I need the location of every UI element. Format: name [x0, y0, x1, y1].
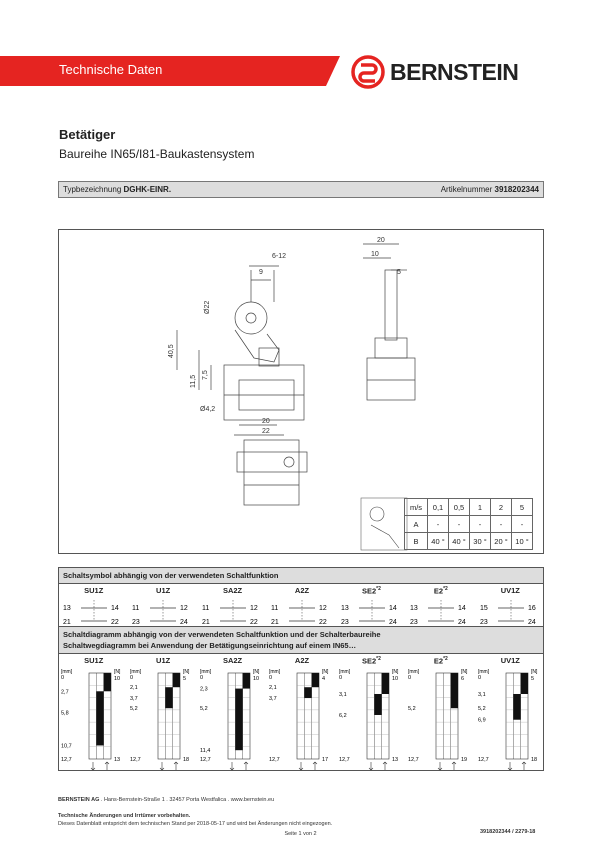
- travel-tick: 2,1: [130, 685, 139, 692]
- force-top: 5: [530, 676, 534, 682]
- travel-tick: 12,7: [130, 757, 142, 763]
- header-banner: [0, 56, 340, 86]
- terminal-label: 21: [201, 619, 210, 626]
- force-top: 10: [252, 676, 259, 682]
- travel-tick: 3,7: [269, 696, 277, 703]
- table-cell: 40 °: [428, 533, 449, 550]
- unit-n: [N]: [461, 669, 468, 675]
- switching-diagram: [406, 667, 475, 771]
- travel-tick: 5,2: [408, 706, 416, 713]
- switching-diagram: [198, 667, 267, 771]
- switch-name: SE2$^{*2}$: [361, 586, 381, 596]
- terminal-label: 15: [479, 605, 488, 612]
- terminal-label: 11: [132, 605, 140, 612]
- page-number: Seite 1 von 2: [284, 831, 317, 837]
- table-cell: -: [470, 516, 491, 533]
- terminal-label: 22: [319, 619, 328, 626]
- symbols-row: [59, 584, 543, 627]
- terminal-label: 13: [63, 605, 71, 612]
- table-cell: B: [405, 533, 428, 550]
- dim-label: 20: [377, 237, 385, 244]
- travel-tick: 11,4: [199, 748, 211, 755]
- dim-label: 10: [371, 251, 379, 258]
- unit-mm: [mm]: [477, 669, 489, 675]
- travel-tick: 10,7: [61, 743, 72, 750]
- travel-tick: 3,1: [477, 691, 486, 698]
- diagram-name: SU1Z: [84, 656, 104, 665]
- terminal-label: 14: [458, 605, 466, 612]
- symbols-header: Schaltsymbol abhängig von der verwendeten Schaltfunktion: [59, 568, 543, 584]
- switch-symbol: [337, 596, 406, 626]
- force-bottom: 19: [461, 757, 468, 763]
- unit-mm: [mm]: [408, 669, 420, 675]
- table-cell: 0,1: [428, 499, 449, 516]
- table-cell: 5: [512, 499, 533, 516]
- dim-label: 11,5: [190, 374, 197, 388]
- switch-name: E2$^{*2}$: [433, 586, 448, 596]
- force-bottom: 17: [322, 757, 329, 763]
- travel-tick: 5,8: [61, 710, 69, 717]
- terminal-label: 23: [479, 619, 488, 626]
- travel-tick: 0: [408, 675, 412, 681]
- terminal-label: 23: [410, 619, 418, 626]
- unit-n: [N]: [391, 669, 399, 675]
- table-cell: 0,5: [449, 499, 470, 516]
- terminal-label: 14: [388, 605, 397, 612]
- switch-symbol: [406, 596, 475, 626]
- table-cell: 40 °: [449, 533, 470, 550]
- dim-label: 7,5: [202, 370, 209, 380]
- footer-note: Technische Änderungen und Irrtümer vorbehalten.: [58, 813, 191, 819]
- switch-name: U1Z: [156, 586, 171, 595]
- travel-tick: 3,1: [338, 691, 347, 698]
- table-cell: A: [405, 516, 428, 533]
- dim-label: 40,5: [168, 344, 175, 358]
- dim-label: 22: [262, 428, 270, 435]
- travel-tick: 0: [269, 675, 273, 681]
- terminal-label: 24: [527, 619, 536, 626]
- terminal-label: 12: [319, 605, 328, 612]
- travel-tick: 3,7: [130, 696, 139, 703]
- unit-n: [N]: [183, 669, 190, 675]
- dim-label: 9: [259, 269, 263, 276]
- force-bottom: 13: [114, 757, 121, 763]
- dim-label: 5: [397, 269, 401, 276]
- table-cell: -: [428, 516, 449, 533]
- dim-label: 6-12: [272, 253, 287, 260]
- travel-tick: 12,7: [269, 757, 280, 763]
- terminal-label: 21: [271, 619, 280, 626]
- force-top: 10: [114, 676, 121, 682]
- diagram-name: U1Z: [156, 656, 171, 665]
- switch-symbol: [267, 596, 336, 626]
- unit-mm: [mm]: [199, 669, 211, 675]
- travel-tick: 0: [61, 675, 65, 681]
- unit-mm: [mm]: [61, 669, 73, 675]
- force-bottom: 18: [183, 757, 190, 763]
- travel-tick: 12,7: [338, 757, 350, 763]
- switch-name: A2Z: [294, 586, 310, 595]
- dim-label: 20: [262, 418, 270, 425]
- force-bottom: 18: [530, 757, 537, 763]
- table-cell: -: [491, 516, 512, 533]
- switch-name: UV1Z: [500, 586, 520, 595]
- switching-section: [58, 567, 544, 771]
- force-top: 6: [461, 676, 465, 682]
- diagram-name: E2$^{*2}$: [433, 656, 448, 666]
- travel-tick: 2,1: [269, 685, 277, 692]
- diagram-name: A2Z: [294, 656, 310, 665]
- doc-id: 3918202344 / 2279-18: [480, 829, 536, 835]
- travel-tick: 6,2: [338, 712, 347, 719]
- unit-mm: [mm]: [269, 669, 281, 675]
- travel-tick: 12,7: [61, 757, 72, 763]
- unit-n: [N]: [252, 669, 260, 675]
- speed-table: [404, 498, 533, 550]
- travel-tick: 0: [199, 675, 203, 681]
- diagram-name: SA2Z: [222, 656, 243, 665]
- switch-symbol: [476, 596, 545, 626]
- terminal-label: 24: [180, 619, 189, 626]
- travel-tick: 0: [338, 675, 342, 681]
- switching-diagram: [59, 667, 128, 771]
- footer-address: BERNSTEIN AG . Hans-Bernstein-Straße 1 . 32457 Porta Westfalica . www.bernstein.eu: [58, 797, 275, 803]
- terminal-label: 12: [180, 605, 189, 612]
- terminal-label: 24: [388, 619, 397, 626]
- table-cell: m/s: [405, 499, 428, 516]
- terminal-label: 14: [111, 605, 119, 612]
- table-cell: 20 °: [491, 533, 512, 550]
- diagram-header-2: Schaltwegdiagramm bei Anwendung der Betätigungseinrichtung auf einem IN65…: [59, 639, 543, 654]
- diagram-name: UV1Z: [500, 656, 520, 665]
- travel-tick: 2,3: [199, 686, 208, 693]
- pictogram-frame: [361, 498, 407, 550]
- terminal-label: 22: [249, 619, 258, 626]
- unit-n: [N]: [530, 669, 537, 675]
- diagram-name: SE2$^{*2}$: [361, 656, 381, 666]
- switch-name: SU1Z: [84, 586, 104, 595]
- dim-label: Ø22: [204, 300, 211, 314]
- travel-tick: 12,7: [199, 757, 211, 763]
- terminal-label: 22: [111, 619, 119, 626]
- terminal-label: 21: [63, 619, 71, 626]
- diagram-header-1: Schaltdiagramm abhängig von der verwendeten Schaltfunktion und der Schalterbaureihe: [59, 627, 543, 639]
- type-designation: Typbezeichnung DGHK-EINR.: [63, 185, 172, 194]
- terminal-label: 24: [458, 619, 466, 626]
- force-top: 4: [322, 676, 326, 682]
- unit-mm: [mm]: [338, 669, 350, 675]
- terminal-label: 11: [201, 605, 210, 612]
- travel-tick: 5,2: [477, 706, 486, 713]
- footer-note: Dieses Datenblatt entspricht dem technischen Stand per 2018-05-17 und wird bei Änderungen nicht eingezogen.: [58, 821, 333, 827]
- switch-symbol: [59, 596, 128, 626]
- table-cell: -: [449, 516, 470, 533]
- bernstein-logo: [348, 50, 548, 94]
- doc-title: Betätiger: [59, 127, 116, 142]
- switch-symbol: [128, 596, 197, 626]
- article-number: Artikelnummer 3918202344: [440, 185, 539, 194]
- unit-n: [N]: [114, 669, 121, 675]
- travel-tick: 6,9: [477, 717, 486, 724]
- svg-text:BERNSTEIN: BERNSTEIN: [390, 59, 519, 85]
- travel-tick: 12,7: [408, 757, 419, 763]
- terminal-label: 12: [249, 605, 258, 612]
- unit-mm: [mm]: [130, 669, 142, 675]
- force-top: 5: [183, 676, 187, 682]
- travel-tick: 0: [130, 675, 134, 681]
- banner-title: Technische Daten: [59, 62, 163, 77]
- terminal-label: 23: [340, 619, 349, 626]
- terminal-label: 13: [340, 605, 349, 612]
- travel-tick: 2,7: [61, 689, 69, 696]
- table-cell: 10 °: [512, 533, 533, 550]
- force-top: 10: [391, 676, 398, 682]
- table-cell: 30 °: [470, 533, 491, 550]
- table-cell: -: [512, 516, 533, 533]
- switching-diagram: [337, 667, 406, 771]
- travel-tick: 5,2: [130, 706, 139, 713]
- switching-diagram: [476, 667, 545, 771]
- switch-symbol: [198, 596, 267, 626]
- terminal-label: 23: [132, 619, 141, 626]
- force-bottom: 13: [391, 757, 398, 763]
- table-cell: 2: [491, 499, 512, 516]
- switching-diagram: [267, 667, 336, 771]
- terminal-label: 13: [410, 605, 418, 612]
- travel-tick: 0: [477, 675, 481, 681]
- table-cell: 1: [470, 499, 491, 516]
- switching-diagram: [128, 667, 197, 771]
- terminal-label: 16: [527, 605, 536, 612]
- switch-name: SA2Z: [222, 586, 243, 595]
- type-bar: [58, 181, 544, 198]
- travel-tick: 12,7: [477, 757, 489, 763]
- travel-tick: 5,2: [199, 706, 208, 713]
- unit-n: [N]: [322, 669, 329, 675]
- diagrams-row: [59, 654, 543, 772]
- technical-drawing-box: [58, 229, 544, 554]
- dim-label: Ø4,2: [200, 406, 216, 413]
- terminal-label: 11: [271, 605, 279, 612]
- doc-subtitle: Baureihe IN65/I81-Baukastensystem: [59, 147, 255, 161]
